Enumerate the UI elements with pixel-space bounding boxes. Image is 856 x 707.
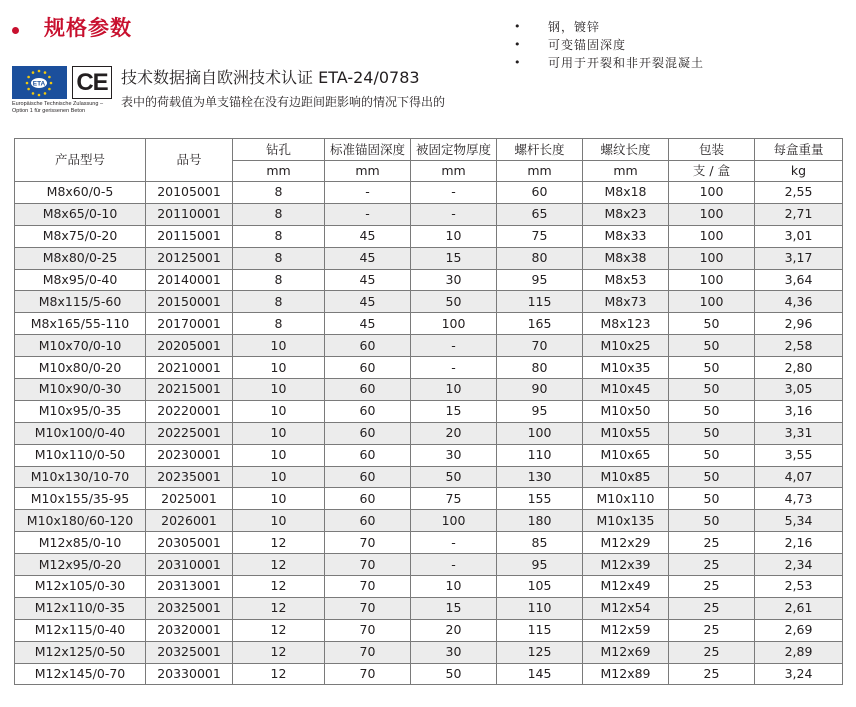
cell-box-weight: 4,73 (755, 488, 843, 510)
cell-packaging: 25 (669, 576, 755, 598)
cell-item-number: 20125001 (146, 247, 233, 269)
cell-bolt-length: 115 (497, 291, 583, 313)
cell-product-model: M10x100/0-40 (15, 422, 146, 444)
cell-box-weight: 2,16 (755, 532, 843, 554)
table-row (15, 313, 843, 335)
cell-product-model: M8x65/0-10 (15, 203, 146, 225)
cell-thread-length: M10x50 (583, 400, 669, 422)
table-row (15, 488, 843, 510)
cell-item-number: 20230001 (146, 444, 233, 466)
cell-box-weight: 2,34 (755, 554, 843, 576)
cell-item-number: 20215001 (146, 379, 233, 401)
cell-drill-hole: 12 (233, 641, 325, 663)
cell-product-model: M12x110/0-35 (15, 597, 146, 619)
cell-drill-hole: 12 (233, 663, 325, 685)
cell-bolt-length: 75 (497, 225, 583, 247)
unit-anchor-depth: mm (325, 161, 411, 182)
cell-drill-hole: 8 (233, 225, 325, 247)
cell-bolt-length: 65 (497, 203, 583, 225)
cell-drill-hole: 10 (233, 422, 325, 444)
cell-box-weight: 2,96 (755, 313, 843, 335)
cell-packaging: 100 (669, 225, 755, 247)
cell-thread-length: M12x39 (583, 554, 669, 576)
cell-anchor-depth: 60 (325, 488, 411, 510)
cell-item-number: 20313001 (146, 576, 233, 598)
cell-product-model: M8x80/0-25 (15, 247, 146, 269)
cell-fixture-thickness: 10 (411, 379, 497, 401)
cell-drill-hole: 12 (233, 619, 325, 641)
cell-drill-hole: 12 (233, 576, 325, 598)
table-row (15, 619, 843, 641)
cell-bolt-length: 80 (497, 357, 583, 379)
cell-packaging: 100 (669, 247, 755, 269)
cell-packaging: 50 (669, 510, 755, 532)
cell-product-model: M12x85/0-10 (15, 532, 146, 554)
cell-fixture-thickness: 15 (411, 597, 497, 619)
cell-drill-hole: 10 (233, 379, 325, 401)
cell-item-number: 20110001 (146, 203, 233, 225)
table-row (15, 576, 843, 598)
certification-note-line: Europäische Technische Zulassung – (12, 101, 104, 107)
cell-drill-hole: 12 (233, 554, 325, 576)
cell-drill-hole: 8 (233, 291, 325, 313)
cell-anchor-depth: 60 (325, 357, 411, 379)
cell-anchor-depth: 45 (325, 313, 411, 335)
cell-box-weight: 5,34 (755, 510, 843, 532)
cell-packaging: 50 (669, 422, 755, 444)
cell-product-model: M10x95/0-35 (15, 400, 146, 422)
cell-packaging: 25 (669, 619, 755, 641)
cell-product-model: M8x95/0-40 (15, 269, 146, 291)
cell-thread-length: M12x49 (583, 576, 669, 598)
cell-drill-hole: 8 (233, 313, 325, 335)
cell-item-number: 20325001 (146, 597, 233, 619)
cell-product-model: M12x115/0-40 (15, 619, 146, 641)
cell-box-weight: 2,71 (755, 203, 843, 225)
cell-anchor-depth: 45 (325, 291, 411, 313)
cell-anchor-depth: 60 (325, 466, 411, 488)
cell-product-model: M8x115/5-60 (15, 291, 146, 313)
column-header-item-number: 品号 (146, 139, 233, 182)
cell-box-weight: 3,01 (755, 225, 843, 247)
cell-fixture-thickness: - (411, 357, 497, 379)
cell-fixture-thickness: - (411, 554, 497, 576)
cell-anchor-depth: 45 (325, 247, 411, 269)
table-row (15, 269, 843, 291)
cell-fixture-thickness: 50 (411, 466, 497, 488)
cell-drill-hole: 8 (233, 182, 325, 204)
table-row (15, 422, 843, 444)
cell-drill-hole: 8 (233, 203, 325, 225)
specification-table-body (15, 182, 843, 685)
specification-table (14, 138, 843, 685)
table-row (15, 641, 843, 663)
cell-bolt-length: 115 (497, 619, 583, 641)
cell-product-model: M10x90/0-30 (15, 379, 146, 401)
certification-note (12, 101, 122, 115)
cell-item-number: 2025001 (146, 488, 233, 510)
table-row (15, 466, 843, 488)
certification-logos (12, 66, 112, 116)
title-bullet (12, 27, 19, 34)
ce-mark (72, 66, 112, 99)
cell-item-number: 20220001 (146, 400, 233, 422)
column-header-drill-hole: 钻孔 (233, 139, 325, 161)
cell-bolt-length: 90 (497, 379, 583, 401)
cell-fixture-thickness: 15 (411, 400, 497, 422)
cell-anchor-depth: 60 (325, 510, 411, 532)
column-header-bolt-length: 螺杆长度 (497, 139, 583, 161)
cell-box-weight: 4,07 (755, 466, 843, 488)
cell-fixture-thickness: 100 (411, 510, 497, 532)
cell-fixture-thickness: 10 (411, 576, 497, 598)
table-row (15, 532, 843, 554)
cell-box-weight: 3,16 (755, 400, 843, 422)
cell-product-model: M10x155/35-95 (15, 488, 146, 510)
ce-mark-text: CE (76, 69, 108, 96)
cell-packaging: 25 (669, 641, 755, 663)
cell-anchor-depth: 60 (325, 400, 411, 422)
cell-item-number: 2026001 (146, 510, 233, 532)
cell-item-number: 20235001 (146, 466, 233, 488)
cell-thread-length: M8x38 (583, 247, 669, 269)
cell-anchor-depth: 70 (325, 532, 411, 554)
cell-bolt-length: 155 (497, 488, 583, 510)
column-header-fixture-thickness: 被固定物厚度 (411, 139, 497, 161)
cell-anchor-depth: 70 (325, 554, 411, 576)
unit-fixture-thickness: mm (411, 161, 497, 182)
cell-bolt-length: 70 (497, 335, 583, 357)
cell-item-number: 20310001 (146, 554, 233, 576)
section-title: 规格参数 (44, 16, 132, 40)
cell-anchor-depth: 60 (325, 335, 411, 357)
cell-thread-length: M10x135 (583, 510, 669, 532)
cell-bolt-length: 130 (497, 466, 583, 488)
cell-product-model: M10x110/0-50 (15, 444, 146, 466)
cell-thread-length: M12x54 (583, 597, 669, 619)
cell-packaging: 50 (669, 313, 755, 335)
table-row (15, 554, 843, 576)
cell-item-number: 20170001 (146, 313, 233, 335)
cell-packaging: 50 (669, 357, 755, 379)
cell-item-number: 20210001 (146, 357, 233, 379)
cell-product-model: M10x130/10-70 (15, 466, 146, 488)
cell-box-weight: 3,24 (755, 663, 843, 685)
cell-item-number: 20320001 (146, 619, 233, 641)
cell-thread-length: M8x123 (583, 313, 669, 335)
cell-thread-length: M12x59 (583, 619, 669, 641)
unit-bolt-length: mm (497, 161, 583, 182)
unit-thread-length: mm (583, 161, 669, 182)
cell-product-model: M10x70/0-10 (15, 335, 146, 357)
feature-item: • 可变锚固深度 (514, 36, 704, 54)
cell-product-model: M12x145/0-70 (15, 663, 146, 685)
cell-fixture-thickness: 30 (411, 641, 497, 663)
cell-box-weight: 3,64 (755, 269, 843, 291)
cell-packaging: 25 (669, 597, 755, 619)
cell-thread-length: M8x23 (583, 203, 669, 225)
cell-box-weight: 2,61 (755, 597, 843, 619)
cell-packaging: 100 (669, 182, 755, 204)
cell-thread-length: M12x89 (583, 663, 669, 685)
table-row (15, 291, 843, 313)
cell-box-weight: 2,89 (755, 641, 843, 663)
cell-packaging: 25 (669, 663, 755, 685)
cell-bolt-length: 100 (497, 422, 583, 444)
feature-item: • 钢，镀锌 (514, 18, 704, 36)
cell-item-number: 20305001 (146, 532, 233, 554)
cell-bolt-length: 165 (497, 313, 583, 335)
cell-item-number: 20150001 (146, 291, 233, 313)
cell-fixture-thickness: - (411, 182, 497, 204)
cell-packaging: 100 (669, 291, 755, 313)
unit-packaging: 支 / 盒 (669, 161, 755, 182)
cell-box-weight: 3,31 (755, 422, 843, 444)
cell-box-weight: 2,80 (755, 357, 843, 379)
cell-bolt-length: 110 (497, 444, 583, 466)
table-row (15, 335, 843, 357)
cell-bolt-length: 125 (497, 641, 583, 663)
cell-product-model: M10x80/0-20 (15, 357, 146, 379)
cell-fixture-thickness: 30 (411, 269, 497, 291)
eta-approval-title: 技术数据摘自欧洲技术认证 ETA-24/0783 (121, 68, 420, 87)
cell-fixture-thickness: 30 (411, 444, 497, 466)
table-row (15, 663, 843, 685)
table-row (15, 225, 843, 247)
cell-thread-length: M12x69 (583, 641, 669, 663)
cell-anchor-depth: 70 (325, 663, 411, 685)
cell-drill-hole: 10 (233, 335, 325, 357)
unit-drill-hole: mm (233, 161, 325, 182)
cell-packaging: 100 (669, 203, 755, 225)
cell-item-number: 20225001 (146, 422, 233, 444)
cell-thread-length: M10x85 (583, 466, 669, 488)
cell-bolt-length: 85 (497, 532, 583, 554)
cell-item-number: 20205001 (146, 335, 233, 357)
table-row (15, 203, 843, 225)
cell-thread-length: M12x29 (583, 532, 669, 554)
table-row (15, 379, 843, 401)
cell-drill-hole: 10 (233, 357, 325, 379)
cell-fixture-thickness: - (411, 532, 497, 554)
cell-product-model: M12x125/0-50 (15, 641, 146, 663)
cell-item-number: 20105001 (146, 182, 233, 204)
cell-product-model: M10x180/60-120 (15, 510, 146, 532)
cell-box-weight: 2,69 (755, 619, 843, 641)
cell-thread-length: M10x25 (583, 335, 669, 357)
cell-bolt-length: 95 (497, 269, 583, 291)
cell-box-weight: 4,36 (755, 291, 843, 313)
cell-box-weight: 2,58 (755, 335, 843, 357)
cell-product-model: M12x95/0-20 (15, 554, 146, 576)
cell-drill-hole: 10 (233, 400, 325, 422)
table-row (15, 182, 843, 204)
cell-bolt-length: 95 (497, 400, 583, 422)
cell-bolt-length: 60 (497, 182, 583, 204)
table-row (15, 247, 843, 269)
cell-item-number: 20325001 (146, 641, 233, 663)
column-header-thread-length: 螺纹长度 (583, 139, 669, 161)
cell-bolt-length: 180 (497, 510, 583, 532)
column-header-packaging: 包装 (669, 139, 755, 161)
cell-drill-hole: 12 (233, 597, 325, 619)
cell-anchor-depth: 70 (325, 597, 411, 619)
cell-packaging: 25 (669, 532, 755, 554)
column-header-product-model: 产品型号 (15, 139, 146, 182)
cell-product-model: M8x60/0-5 (15, 182, 146, 204)
cell-thread-length: M8x53 (583, 269, 669, 291)
cell-packaging: 50 (669, 488, 755, 510)
cell-anchor-depth: 45 (325, 269, 411, 291)
cell-box-weight: 2,53 (755, 576, 843, 598)
table-row (15, 597, 843, 619)
cell-fixture-thickness: 100 (411, 313, 497, 335)
cell-drill-hole: 10 (233, 488, 325, 510)
cell-product-model: M8x165/55-110 (15, 313, 146, 335)
eta-logo (12, 66, 67, 99)
table-row (15, 400, 843, 422)
cell-drill-hole: 10 (233, 466, 325, 488)
cell-fixture-thickness: 10 (411, 225, 497, 247)
cell-anchor-depth: 70 (325, 576, 411, 598)
feature-item: • 可用于开裂和非开裂混凝土 (514, 54, 704, 72)
cell-fixture-thickness: 15 (411, 247, 497, 269)
column-header-anchor-depth: 标准锚固深度 (325, 139, 411, 161)
cell-drill-hole: 12 (233, 532, 325, 554)
cell-thread-length: M8x73 (583, 291, 669, 313)
cell-anchor-depth: 60 (325, 444, 411, 466)
cell-bolt-length: 145 (497, 663, 583, 685)
cell-product-model: M8x75/0-20 (15, 225, 146, 247)
cell-thread-length: M8x18 (583, 182, 669, 204)
feature-list (514, 18, 704, 72)
cell-fixture-thickness: - (411, 335, 497, 357)
cell-drill-hole: 8 (233, 247, 325, 269)
eta-approval-subtitle: 表中的荷载值为单支锚栓在没有边距间距影响的情况下得出的 (121, 95, 446, 109)
cell-fixture-thickness: 50 (411, 291, 497, 313)
cell-fixture-thickness: 50 (411, 663, 497, 685)
cell-packaging: 50 (669, 335, 755, 357)
cell-item-number: 20330001 (146, 663, 233, 685)
cell-drill-hole: 10 (233, 510, 325, 532)
cell-thread-length: M10x45 (583, 379, 669, 401)
cell-box-weight: 3,17 (755, 247, 843, 269)
certification-note-line: Option 1 für gerissenen Beton (12, 108, 86, 114)
cell-anchor-depth: 60 (325, 422, 411, 444)
cell-anchor-depth: 60 (325, 379, 411, 401)
cell-box-weight: 2,55 (755, 182, 843, 204)
cell-drill-hole: 8 (233, 269, 325, 291)
cell-packaging: 50 (669, 400, 755, 422)
cell-box-weight: 3,05 (755, 379, 843, 401)
cell-thread-length: M10x110 (583, 488, 669, 510)
cell-bolt-length: 80 (497, 247, 583, 269)
cell-packaging: 50 (669, 379, 755, 401)
cell-fixture-thickness: 75 (411, 488, 497, 510)
cell-product-model: M12x105/0-30 (15, 576, 146, 598)
cell-anchor-depth: - (325, 203, 411, 225)
cell-bolt-length: 105 (497, 576, 583, 598)
unit-box-weight: kg (755, 161, 843, 182)
cell-anchor-depth: - (325, 182, 411, 204)
cell-fixture-thickness: - (411, 203, 497, 225)
column-header-box-weight: 每盒重量 (755, 139, 843, 161)
cell-packaging: 50 (669, 466, 755, 488)
cell-anchor-depth: 70 (325, 619, 411, 641)
cell-bolt-length: 95 (497, 554, 583, 576)
cell-item-number: 20115001 (146, 225, 233, 247)
cell-item-number: 20140001 (146, 269, 233, 291)
table-row (15, 444, 843, 466)
cell-packaging: 50 (669, 444, 755, 466)
eta-logo-text: ETA (32, 80, 46, 88)
table-row (15, 357, 843, 379)
cell-box-weight: 3,55 (755, 444, 843, 466)
cell-packaging: 25 (669, 554, 755, 576)
cell-fixture-thickness: 20 (411, 619, 497, 641)
cell-thread-length: M10x65 (583, 444, 669, 466)
cell-bolt-length: 110 (497, 597, 583, 619)
table-row (15, 510, 843, 532)
cell-thread-length: M10x35 (583, 357, 669, 379)
cell-packaging: 100 (669, 269, 755, 291)
cell-drill-hole: 10 (233, 444, 325, 466)
cell-fixture-thickness: 20 (411, 422, 497, 444)
cell-anchor-depth: 70 (325, 641, 411, 663)
eta-stars-icon (24, 68, 54, 98)
cell-thread-length: M8x33 (583, 225, 669, 247)
cell-thread-length: M10x55 (583, 422, 669, 444)
cell-anchor-depth: 45 (325, 225, 411, 247)
